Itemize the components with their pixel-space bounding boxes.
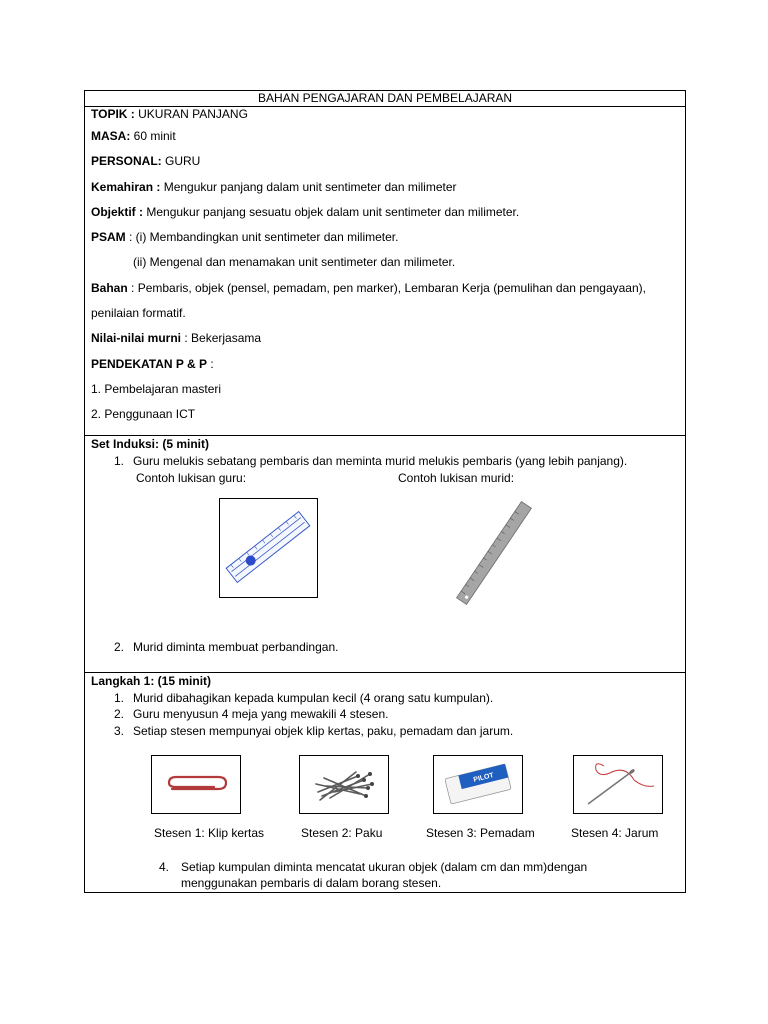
guru-caption: Contoh lukisan guru: [136,471,247,485]
langkah-step: 3. Setiap stesen mempunyai objek klip kertas, paku, pemadam dan jarum. [114,723,514,738]
set-induksi-section [85,436,686,673]
eraser-icon [434,756,522,813]
bahan-line-2: penilaian formatif. [91,306,186,321]
needle-thread-icon [574,756,662,813]
station-3-caption: Stesen 3: Pemadam [426,826,535,840]
pendekatan-line: PENDEKATAN P & P : [91,356,214,371]
step-4-text-line-2: menggunakan pembaris di dalam borang stesen. [181,876,442,890]
step-4-number: 4. [159,860,170,874]
lesson-plan [84,90,686,893]
bahan-line: Bahan : Pembaris, objek (pensel, pemadam, pen marker), Lembaran Kerja (pemulihan dan pengayaan), [91,280,646,295]
lesson-plan-table [84,90,686,893]
eraser-brand-label: PILOT [472,772,495,784]
langkah-heading: Langkah 1: (15 minit) [91,674,212,688]
nails-image [299,755,389,814]
induksi-step: 1. Guru melukis sebatang pembaris dan meminta murid melukis pembaris (yang lebih panjang). [114,453,628,468]
lesson-info-section [85,107,686,436]
nails-icon [300,756,388,813]
masa-line: MASA: 60 minit [91,129,176,143]
objektif-line: Objektif : Mengukur panjang sesuatu objek dalam unit sentimeter dan milimeter. [91,204,520,219]
personal-line: PERSONAL: GURU [91,154,201,169]
approach-item: 2. Penggunaan ICT [91,407,196,422]
station-1-caption: Stesen 1: Klip kertas [154,826,265,840]
paper-clip-icon [152,756,240,813]
topik-line: TOPIK : UKURAN PANJANG [91,107,248,121]
murid-caption: Contoh lukisan murid: [398,471,515,485]
langkah-step: 2. Guru menyusun 4 meja yang mewakili 4 stesen. [114,707,389,721]
langkah-step: 1. Murid dibahagikan kepada kumpulan kecil (4 orang satu kumpulan). [114,690,494,705]
psam-line-2: (ii) Mengenal dan menamakan unit sentimeter dan milimeter. [133,255,456,270]
teacher-ruler-image [219,498,318,598]
langkah-1-section [85,673,686,893]
induksi-heading: Set Induksi: (5 minit) [91,437,210,451]
paper-clip-image [151,755,241,814]
psam-line: PSAM : (i) Membandingkan unit sentimeter dan milimeter. [91,230,399,245]
nilai-line: Nilai-nilai murni : Bekerjasama [91,331,262,346]
metal-ruler-icon [439,498,549,608]
document-title: BAHAN PENGAJARAN DAN PEMBELAJARAN [85,91,686,107]
step-4-text-line-1: Setiap kumpulan diminta mencatat ukuran objek (dalam cm dan mm)dengan [181,860,588,874]
station-2-caption: Stesen 2: Paku [301,826,383,840]
ruler-drawing-icon [220,499,317,597]
induksi-step: 2. Murid diminta membuat perbandingan. [114,640,339,654]
kemahiran-line: Kemahiran : Mengukur panjang dalam unit sentimeter dan milimeter [91,179,457,194]
eraser-image [433,755,523,814]
needle-image [573,755,663,814]
station-4-caption: Stesen 4: Jarum [571,826,659,840]
student-ruler-image [439,498,549,608]
approach-item: 1. Pembelajaran masteri [91,381,222,396]
